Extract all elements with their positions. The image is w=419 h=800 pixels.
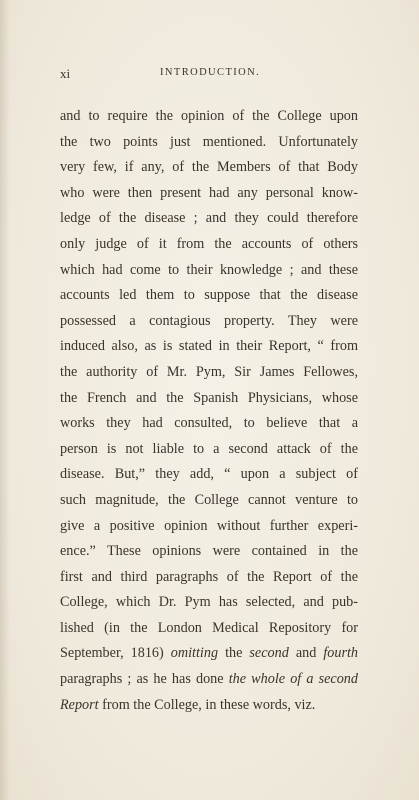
text-segment: induced also, as is stated in their Report, “ from [60, 338, 358, 355]
text-line [60, 104, 358, 130]
text-segment: give a positive opinion without further experi- [60, 517, 358, 534]
text-segment: the French and the Spanish Physicians, whose [60, 389, 358, 406]
text-segment: accounts led them to suppose that the disease [60, 287, 358, 304]
text-line [60, 258, 358, 284]
text-line [60, 386, 358, 412]
italic-text: Report [60, 696, 99, 713]
text-segment: which had come to their knowledge ; and these [60, 261, 358, 278]
text-line [60, 232, 358, 258]
text-segment: such magnitude, the College cannot venture to [60, 491, 358, 508]
text-segment: lished (in the London Medical Repository for [60, 619, 358, 636]
text-segment: from the College, in these words, viz. [98, 696, 316, 713]
text-segment: paragraphs ; as he has done [60, 671, 229, 688]
text-line [60, 206, 358, 232]
page-number: xi [60, 66, 71, 81]
text-line [60, 462, 358, 488]
text-line [60, 309, 358, 335]
text-line [60, 155, 358, 181]
text-line [60, 590, 358, 616]
text-line [60, 565, 358, 591]
text-line [60, 616, 358, 642]
text-line [60, 411, 358, 437]
running-head [60, 66, 360, 82]
text-segment: possessed a contagious property. They were [60, 312, 358, 329]
text-line [60, 334, 358, 360]
text-line [60, 514, 358, 540]
text-segment: person is not liable to a second attack of the [60, 440, 358, 457]
text-segment: works they had consulted, to believe that a [60, 415, 358, 432]
text-line [60, 488, 358, 514]
text-segment: September, 1816) [60, 645, 171, 662]
text-segment: ence.” These opinions were contained in the [60, 543, 358, 560]
page-gutter-shadow [0, 0, 10, 800]
italic-text: fourth [323, 645, 358, 662]
italic-text: second [249, 645, 289, 662]
text-line [60, 181, 358, 207]
text-line [60, 130, 358, 156]
text-line [60, 641, 358, 667]
text-segment: the authority of Mr. Pym, Sir James Fellowes, [60, 363, 358, 380]
text-segment: ledge of the disease ; and they could therefore [60, 210, 358, 227]
text-segment: and [288, 645, 324, 662]
text-segment: the [218, 645, 250, 662]
text-line [60, 437, 358, 463]
text-segment: first and third paragraphs of the Report of the [60, 568, 358, 585]
running-head-title: INTRODUCTION. [160, 67, 261, 78]
italic-text: omitting [170, 645, 219, 662]
body-text [60, 104, 358, 718]
text-segment: College, which Dr. Pym has selected, and pub- [60, 594, 358, 611]
text-segment: very few, if any, of the Members of that Body [60, 159, 358, 176]
text-segment: only judge of it from the accounts of others [60, 235, 358, 252]
text-line [60, 283, 358, 309]
text-segment: the two points just mentioned. Unfortunately [60, 133, 358, 150]
text-line [60, 693, 358, 719]
text-segment: and to require the opinion of the College upon [60, 108, 358, 124]
text-line [60, 539, 358, 565]
text-segment: disease. But,” they add, “ upon a subject of [60, 466, 358, 483]
italic-text: the whole of a second [228, 671, 358, 688]
text-line [60, 667, 358, 693]
text-line [60, 360, 358, 386]
text-segment: who were then present had any personal know- [60, 184, 358, 201]
